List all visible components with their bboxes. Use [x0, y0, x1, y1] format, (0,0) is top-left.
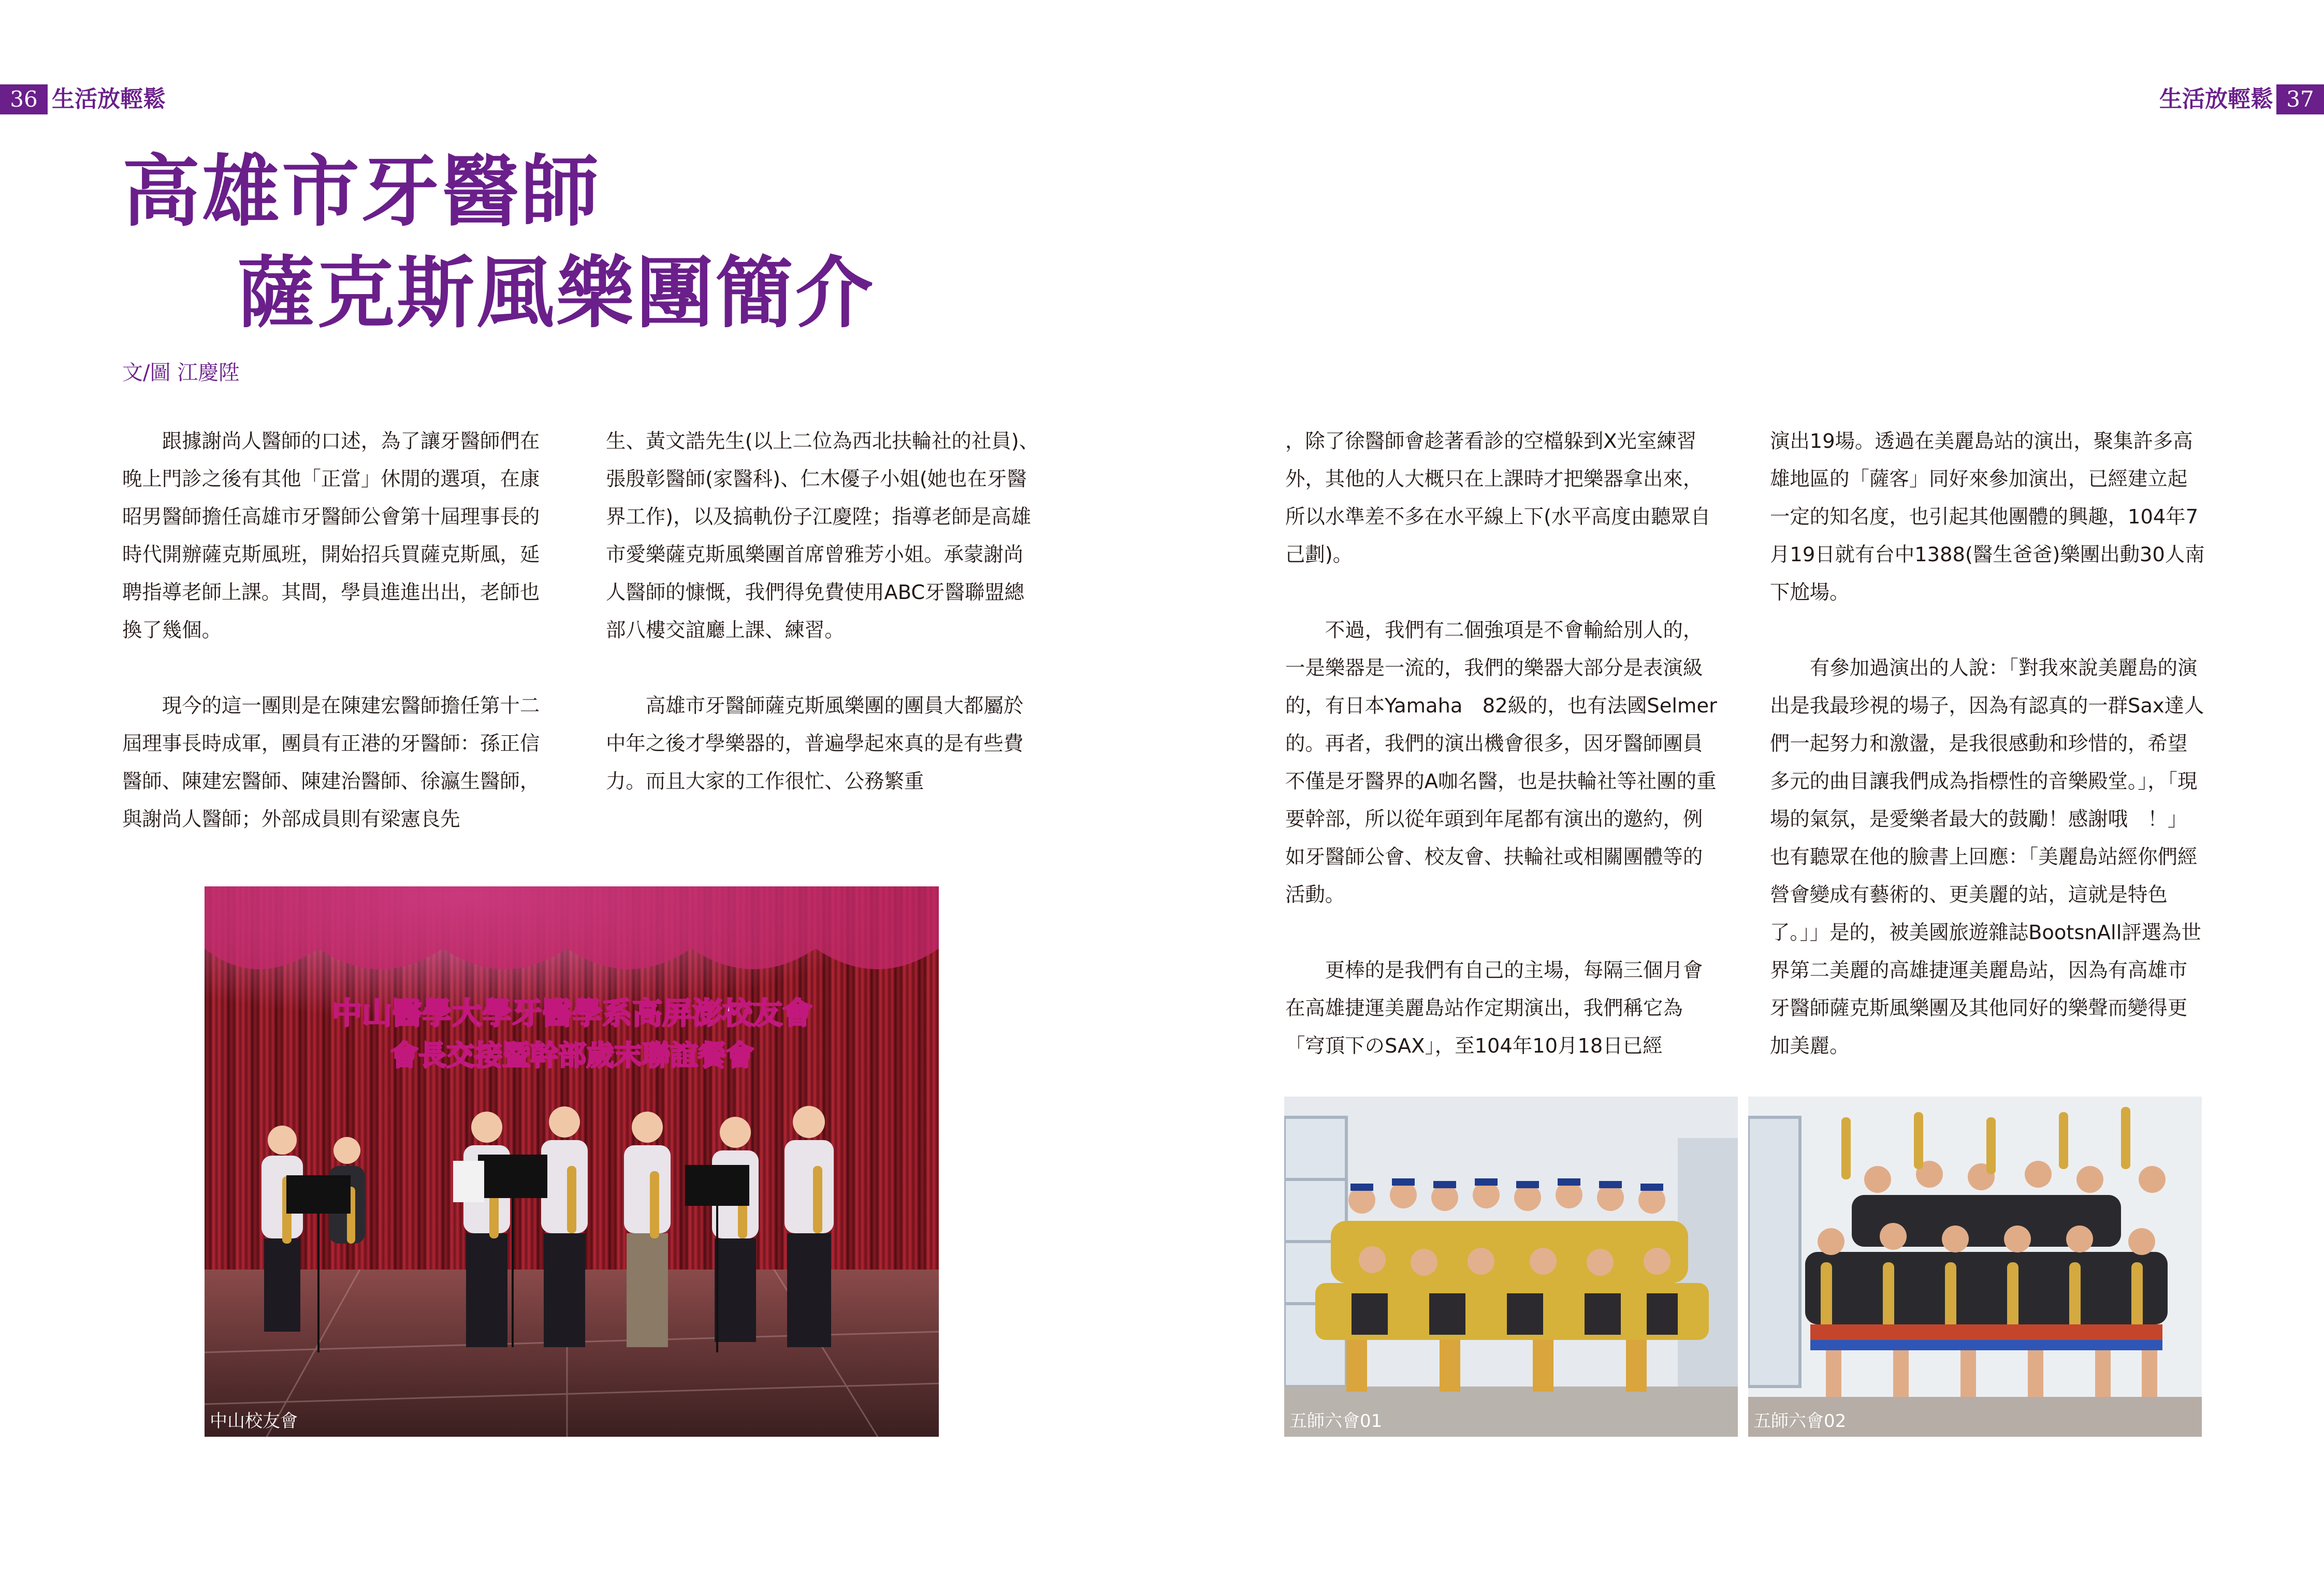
paragraph: 生、黃文誥先生(以上二位為西北扶輪社的社員)、張殷彰醫師(家醫科)、仁木優子小姐(她也在牙醫界工作)，以及搞軌份子江慶陞；指導老師是高雄市愛樂薩克斯風樂團首席曾雅芳小姐。承蒙謝尚人醫師的慷慨，我們得免費使用ABC牙醫聯盟總部八樓交誼廳上課、練習。 [606, 430, 1039, 642]
paragraph: 高雄市牙醫師薩克斯風樂團的團員大都屬於中年之後才學樂器的，普遍學起來真的是有些費力。而且大家的工作很忙、公務繁重 [606, 694, 1024, 793]
paragraph: 演出19場。透過在美麗島站的演出，聚集許多高雄地區的「薩客」同好來參加演出，已經建立起一定的知名度，也引起其他團體的興趣，104年7月19日就有台中1388(醫生爸爸)樂團出動30人南下尬場。 [1770, 430, 2205, 604]
photo-caption: 五師六會02 [1753, 1411, 1847, 1432]
photo-group-costume-2 [1748, 1097, 2202, 1437]
paragraph: 現今的這一團則是在陳建宏醫師擔任第十二屆理事長時成軍，團員有正港的牙醫師：孫正信醫師、陳建宏醫師、陳建治醫師、徐瀛生醫師，與謝尚人醫師；外部成員則有梁憲良先 [122, 694, 540, 831]
article-title-line1: 高雄市牙醫師 [122, 146, 601, 237]
page-number-left: 36 [0, 84, 48, 114]
photo-caption: 五師六會01 [1289, 1411, 1383, 1432]
photo-caption: 中山校友會 [210, 1411, 298, 1432]
section-label-left: 生活放輕鬆 [52, 86, 166, 112]
byline: 文/圖 江慶陞 [122, 361, 240, 385]
text-column-3 [1285, 422, 1720, 1065]
paragraph: 更棒的是我們有自己的主場，每隔三個月會在高雄捷運美麗島站作定期演出，我們稱它為「穹頂下のSAX」，至104年10月18日已經 [1285, 959, 1703, 1058]
text-column-1 [122, 422, 557, 838]
paragraph: 不過，我們有二個強項是不會輸給別人的，一是樂器是一流的，我們的樂器大部分是表演級的，有日本Yamaha 82級的，也有法國Selmer的。再者，我們的演出機會很多，因牙醫師團員不僅是牙醫界的A咖名醫，也是扶輪社等社團的重要幹部，所以從年頭到年尾都有演出的邀約，例如牙醫師公會、校友會、扶輪社或相關團體等的活動。 [1285, 619, 1717, 907]
banner-line1: 中山醫學大學牙醫學系高屏澎校友會 [331, 996, 813, 1031]
paragraph: ，除了徐醫師會趁著看診的空檔躲到X光室練習外，其他的人大概只在上課時才把樂器拿出來，所以水準差不多在水平線上下(水平高度由聽眾自己劃)。 [1285, 430, 1711, 566]
paragraph: 有參加過演出的人說：「對我來說美麗島的演出是我最珍視的場子，因為有認真的一群Sax達人們一起努力和激盪，是我很感動和珍惜的，希望多元的曲目讓我們成為指標性的音樂殿堂。」，「現場的氣氛，是愛樂者最大的鼓勵！感謝哦 ！」也有聽眾在他的臉書上回應：「美麗島站經你們經營會變成有藝術的、更美麗的站，這就是特色了。」」是的，被美國旅遊雜誌BootsnAll評選為世界第二美麗的高雄捷運美麗島站，因為有高雄市牙醫師薩克斯風樂團及其他同好的樂聲而變得更加美麗。 [1770, 657, 2204, 1058]
section-label-right: 生活放輕鬆 [2159, 86, 2273, 112]
article-title-line2: 薩克斯風樂團簡介 [237, 247, 876, 339]
page-number-right: 37 [2276, 84, 2324, 114]
banner-line2: 會長交接暨幹部歲末聯誼餐會 [390, 1039, 754, 1072]
photo-stage-performance [205, 886, 939, 1437]
text-column-2 [606, 422, 1041, 800]
text-column-4 [1770, 422, 2205, 1065]
photo-group-costume-1 [1284, 1097, 1738, 1437]
paragraph: 跟據謝尚人醫師的口述，為了讓牙醫師們在晚上門診之後有其他「正當」休閒的選項，在康昭男醫師擔任高雄市牙醫師公會第十屆理事長的時代開辦薩克斯風班，開始招兵買薩克斯風，延聘指導老師上課。其間，學員進進出出，老師也換了幾個。 [122, 430, 540, 642]
